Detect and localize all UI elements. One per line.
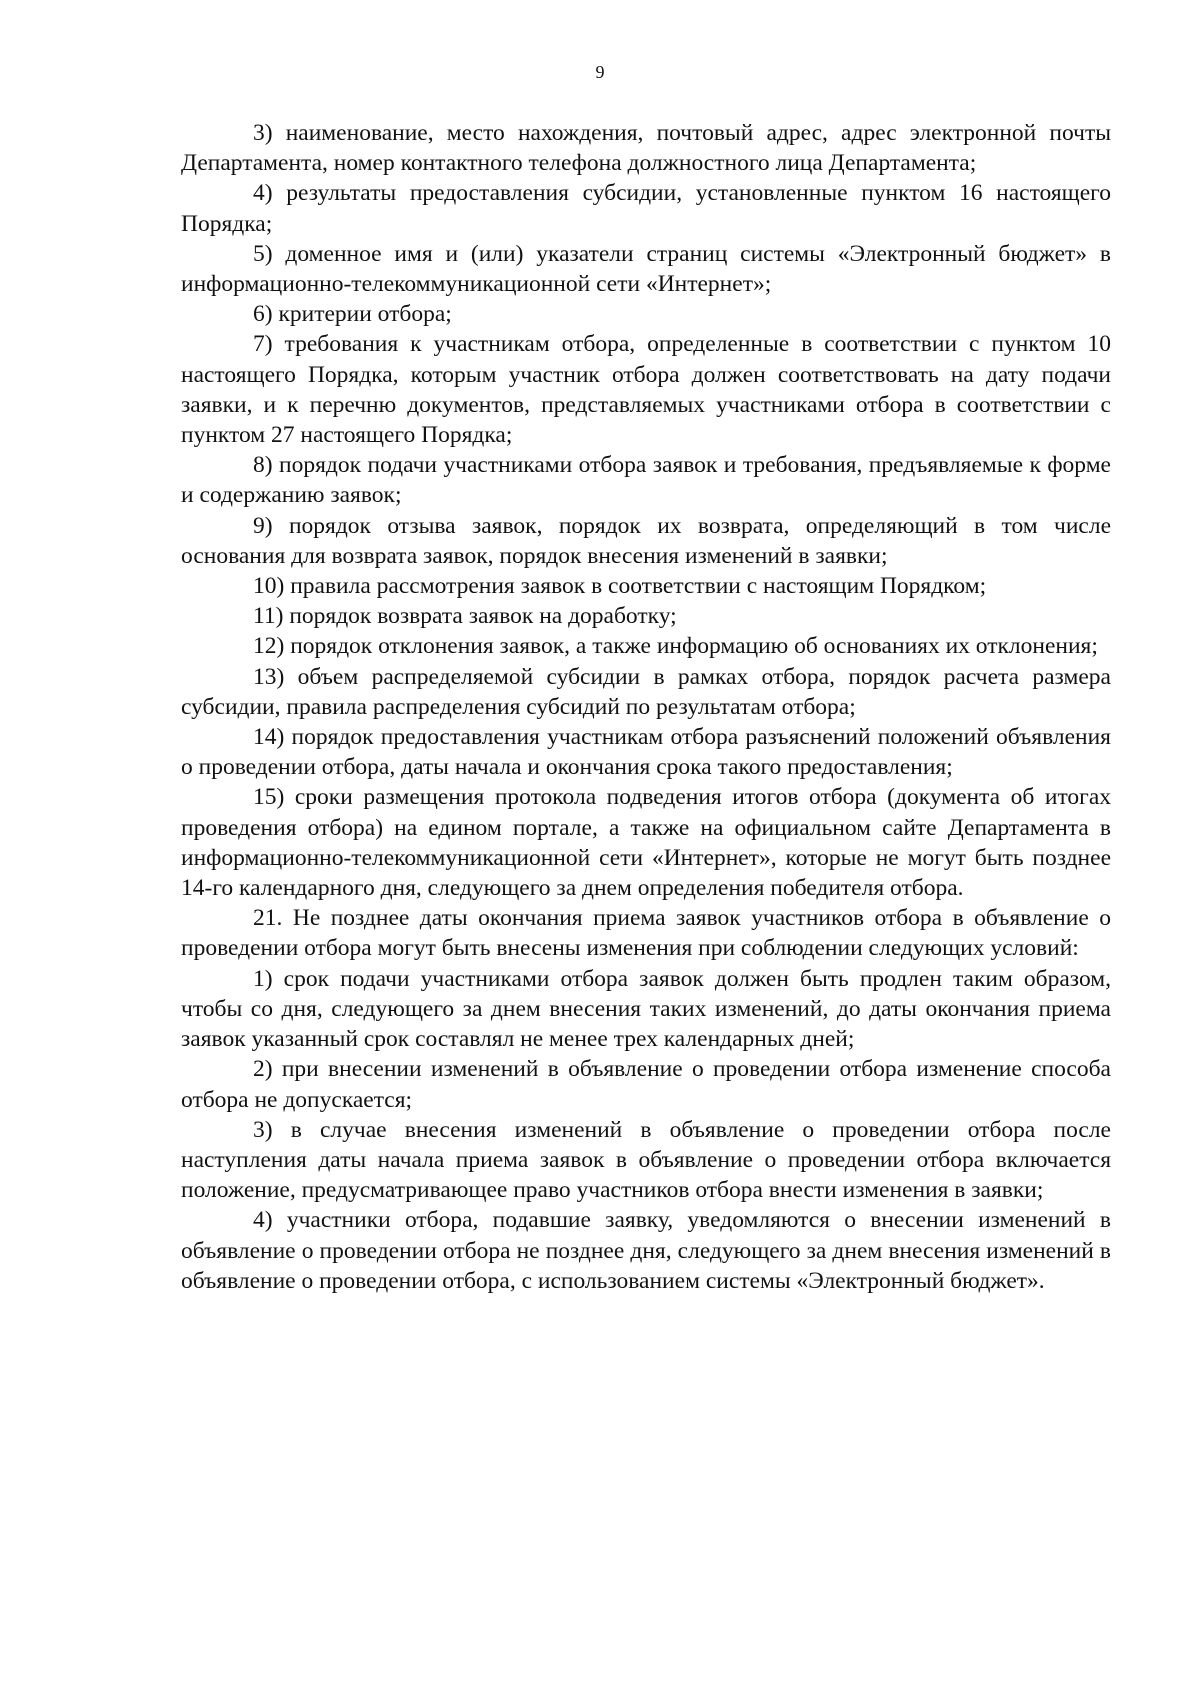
paragraph-item-6: 6) критерии отбора; (253, 301, 452, 328)
paragraph-item-12: 12) порядок отклонения заявок, а также информацию об основаниях их отклонения; (253, 633, 1098, 660)
paragraph-condition-2: 2) при внесении изменений в объявление о проведении отбора изменение способа отбора не допускается; (181, 1056, 1111, 1113)
paragraph-condition-1: 1) срок подачи участниками отбора заявок должен быть продлен таким образом, чтобы со дня, следующего за днем внесения таких изменений, до даты окончания приема заявок указанный срок составлял не менее трех календарных дней; (181, 965, 1111, 1053)
paragraph-item-14: 14) порядок предоставления участникам отбора разъяснений положений объявления о проведении отбора, даты начала и окончания срока такого предоставления; (181, 724, 1111, 781)
document-body (181, 118, 1111, 1296)
paragraph-condition-3: 3) в случае внесения изменений в объявление о проведении отбора после наступления даты начала приема заявок в объявление о проведении отбора включается положение, предусматривающее право участников отбора внести изменения в заявки; (181, 1116, 1111, 1204)
paragraph-clause-21: 21. Не позднее даты окончания приема заявок участников отбора в объявление о проведении отбора могут быть внесены изменения при соблюдении следующих условий: (181, 905, 1111, 962)
paragraph-item-10: 10) правила рассмотрения заявок в соответствии с настоящим Порядком; (253, 573, 987, 600)
paragraph-item-3: 3) наименование, место нахождения, почтовый адрес, адрес электронной почты Департамента, номер контактного телефона должностного лица Департамента; (181, 120, 1111, 177)
paragraph-item-15: 15) сроки размещения протокола подведения итогов отбора (документа об итогах проведения отбора) на едином портале, а также на официальном сайте Департамента в информационно-телекоммуникационной сети «Интернет», которые не могут быть позднее 14-го календарного дня, следующего за днем определения победителя отбора. (181, 784, 1111, 902)
paragraph-item-8: 8) порядок подачи участниками отбора заявок и требования, предъявляемые к форме и содержанию заявок; (181, 452, 1111, 509)
paragraph-item-9: 9) порядок отзыва заявок, порядок их возврата, определяющий в том числе основания для возврата заявок, порядок внесения изменений в заявки; (181, 512, 1111, 569)
paragraph-item-5: 5) доменное имя и (или) указатели страниц системы «Электронный бюджет» в информационно-телекоммуникационной сети «Интернет»; (181, 240, 1111, 298)
page-number: 9 (595, 62, 605, 82)
paragraph-item-4: 4) результаты предоставления субсидии, установленные пунктом 16 настоящего Порядка; (181, 180, 1111, 237)
paragraph-item-11: 11) порядок возврата заявок на доработку; (253, 603, 677, 630)
paragraph-item-7: 7) требования к участникам отбора, определенные в соответствии с пунктом 10 настоящего Порядка, которым участник отбора должен соответствовать на дату подачи заявки, и к перечню документов, представляемых участниками отбора в соответствии с пунктом 27 настоящего Порядка; (181, 331, 1111, 449)
paragraph-condition-4: 4) участники отбора, подавшие заявку, уведомляются о внесении изменений в объявление о проведении отбора не позднее дня, следующего за днем внесения изменений в объявление о проведении отбора, с использованием системы «Электронный бюджет». (181, 1207, 1111, 1294)
paragraph-item-13: 13) объем распределяемой субсидии в рамках отбора, порядок расчета размера субсидии, правила распределения субсидий по результатам отбора; (181, 663, 1111, 720)
